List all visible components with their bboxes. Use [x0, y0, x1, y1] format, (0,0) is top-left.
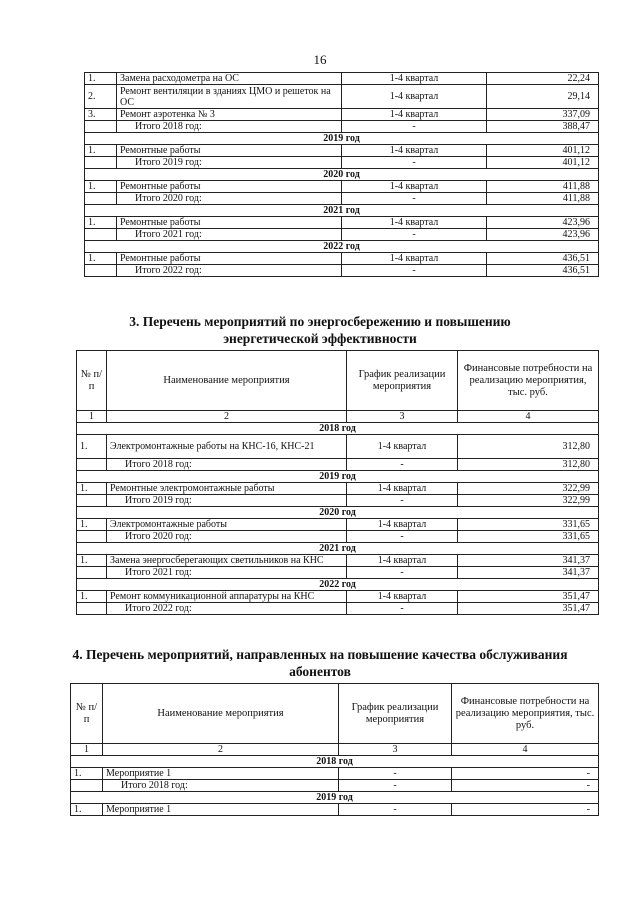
- year-heading: 2018 год: [71, 756, 599, 768]
- activity-name: Итого 2021 год:: [117, 229, 342, 241]
- total-row: [77, 567, 599, 579]
- row-number: 1.: [77, 519, 107, 531]
- col-number: 3: [347, 411, 458, 423]
- table-header-row: [71, 684, 599, 744]
- year-heading: 2021 год: [85, 205, 599, 217]
- activity-name: Замена расходометра на ОС: [117, 73, 342, 85]
- col-number: 1: [71, 744, 103, 756]
- schedule: -: [342, 193, 487, 205]
- amount: 436,51: [487, 253, 599, 265]
- col-header-schedule: График реализации мероприятия: [347, 351, 458, 411]
- total-row: [85, 121, 599, 133]
- activity-name: Замена энергосберегающих светильников на КНС: [107, 555, 347, 567]
- schedule: 1-4 квартал: [342, 253, 487, 265]
- row-number: [77, 495, 107, 507]
- col-number: 1: [77, 411, 107, 423]
- schedule: 1-4 квартал: [342, 109, 487, 121]
- activity-name: Итого 2020 год:: [117, 193, 342, 205]
- amount: 341,37: [458, 555, 599, 567]
- repair-works-table: [84, 72, 599, 277]
- year-heading: 2019 год: [77, 471, 599, 483]
- col-header-name: Наименование мероприятия: [103, 684, 339, 744]
- amount: 423,96: [487, 229, 599, 241]
- col-number: 2: [107, 411, 347, 423]
- table-row: [85, 217, 599, 229]
- year-row: [71, 792, 599, 804]
- schedule: -: [342, 265, 487, 277]
- row-number: [85, 229, 117, 241]
- amount: 341,37: [458, 567, 599, 579]
- schedule: -: [339, 768, 452, 780]
- table-row: [85, 253, 599, 265]
- schedule: 1-4 квартал: [342, 73, 487, 85]
- schedule: 1-4 квартал: [347, 591, 458, 603]
- schedule: -: [342, 157, 487, 169]
- total-row: [85, 193, 599, 205]
- col-header-number: № п/п: [77, 351, 107, 411]
- amount: 331,65: [458, 531, 599, 543]
- page-number: 16: [313, 52, 327, 67]
- col-header-name: Наименование мероприятия: [107, 351, 347, 411]
- table-row: [77, 519, 599, 531]
- activity-name: Ремонтные электромонтажные работы: [107, 483, 347, 495]
- schedule: 1-4 квартал: [342, 145, 487, 157]
- row-number: [71, 780, 103, 792]
- activity-name: Итого 2019 год:: [117, 157, 342, 169]
- schedule: 1-4 квартал: [347, 519, 458, 531]
- row-number: 1.: [85, 145, 117, 157]
- activity-name: Ремонт вентиляции в зданиях ЦМО и решеток на ОС: [117, 85, 342, 109]
- year-row: [77, 423, 599, 435]
- col-header-amount: Финансовые потребности на реализацию мероприятия, тыс. руб.: [458, 351, 599, 411]
- activity-name: Итого 2018 год:: [107, 459, 347, 471]
- amount: 322,99: [458, 483, 599, 495]
- schedule: -: [342, 229, 487, 241]
- table-row: [85, 145, 599, 157]
- row-number: 1.: [77, 435, 107, 459]
- row-number: [77, 459, 107, 471]
- activity-name: Мероприятие 1: [103, 804, 339, 816]
- amount: 436,51: [487, 265, 599, 277]
- amount: 337,09: [487, 109, 599, 121]
- schedule: 1-4 квартал: [342, 85, 487, 109]
- table-row: [85, 109, 599, 121]
- amount: 423,96: [487, 217, 599, 229]
- row-number: 1.: [77, 555, 107, 567]
- col-number: 2: [103, 744, 339, 756]
- year-row: [85, 133, 599, 145]
- service-quality-table: [70, 683, 599, 816]
- row-number: [85, 265, 117, 277]
- total-row: [85, 229, 599, 241]
- table-row: [85, 73, 599, 85]
- row-number: [85, 157, 117, 169]
- year-row: [85, 241, 599, 253]
- table-row: [77, 591, 599, 603]
- row-number: 1.: [77, 591, 107, 603]
- row-number: 1.: [85, 253, 117, 265]
- schedule: 1-4 квартал: [342, 217, 487, 229]
- schedule: -: [339, 804, 452, 816]
- year-heading: 2022 год: [77, 579, 599, 591]
- amount: 351,47: [458, 591, 599, 603]
- row-number: [85, 121, 117, 133]
- schedule: -: [347, 567, 458, 579]
- table-row: [85, 85, 599, 109]
- year-row: [85, 205, 599, 217]
- total-row: [77, 603, 599, 615]
- activity-name: Ремонтные работы: [117, 217, 342, 229]
- amount: -: [452, 768, 599, 780]
- total-row: [85, 157, 599, 169]
- activity-name: Итого 2018 год:: [117, 121, 342, 133]
- activity-name: Ремонт аэротенка № 3: [117, 109, 342, 121]
- table-row: [71, 768, 599, 780]
- activity-name: Итого 2019 год:: [107, 495, 347, 507]
- amount: 411,88: [487, 181, 599, 193]
- year-heading: 2018 год: [77, 423, 599, 435]
- col-number: 3: [339, 744, 452, 756]
- schedule: 1-4 квартал: [347, 555, 458, 567]
- row-number: [77, 567, 107, 579]
- section-4-title: 4. Перечень мероприятий, направленных на повышение качества обслуживания абонентов: [72, 647, 568, 679]
- energy-saving-table: [76, 350, 599, 615]
- col-header-schedule: График реализации мероприятия: [339, 684, 452, 744]
- activity-name: Итого 2022 год:: [117, 265, 342, 277]
- column-numbers-row: [77, 411, 599, 423]
- row-number: 1.: [85, 181, 117, 193]
- row-number: 1.: [71, 804, 103, 816]
- total-row: [85, 265, 599, 277]
- column-numbers-row: [71, 744, 599, 756]
- amount: 388,47: [487, 121, 599, 133]
- year-heading: 2020 год: [77, 507, 599, 519]
- amount: 312,80: [458, 435, 599, 459]
- table-row: [71, 804, 599, 816]
- col-header-number: № п/п: [71, 684, 103, 744]
- schedule: -: [342, 121, 487, 133]
- activity-name: Электромонтажные работы на КНС-16, КНС-21: [107, 435, 347, 459]
- schedule: -: [347, 603, 458, 615]
- activity-name: Итого 2020 год:: [107, 531, 347, 543]
- amount: 312,80: [458, 459, 599, 471]
- amount: 351,47: [458, 603, 599, 615]
- schedule: 1-4 квартал: [342, 181, 487, 193]
- activity-name: Ремонт коммуникационной аппаратуры на КНС: [107, 591, 347, 603]
- activity-name: Мероприятие 1: [103, 768, 339, 780]
- activity-name: Ремонтные работы: [117, 253, 342, 265]
- table-row: [77, 555, 599, 567]
- total-row: [77, 495, 599, 507]
- row-number: 1.: [77, 483, 107, 495]
- year-row: [77, 507, 599, 519]
- year-heading: 2022 год: [85, 241, 599, 253]
- amount: -: [452, 780, 599, 792]
- row-number: [85, 193, 117, 205]
- schedule: 1-4 квартал: [347, 483, 458, 495]
- year-heading: 2021 год: [77, 543, 599, 555]
- year-row: [77, 471, 599, 483]
- total-row: [71, 780, 599, 792]
- activity-name: Итого 2021 год:: [107, 567, 347, 579]
- amount: 401,12: [487, 157, 599, 169]
- row-number: 3.: [85, 109, 117, 121]
- row-number: 1.: [85, 217, 117, 229]
- amount: -: [452, 804, 599, 816]
- row-number: [77, 531, 107, 543]
- activity-name: Электромонтажные работы: [107, 519, 347, 531]
- schedule: -: [347, 495, 458, 507]
- activity-name: Итого 2022 год:: [107, 603, 347, 615]
- activity-name: Ремонтные работы: [117, 145, 342, 157]
- row-number: 1.: [71, 768, 103, 780]
- schedule: -: [347, 459, 458, 471]
- amount: 331,65: [458, 519, 599, 531]
- schedule: -: [347, 531, 458, 543]
- year-row: [77, 543, 599, 555]
- year-row: [77, 579, 599, 591]
- activity-name: Ремонтные работы: [117, 181, 342, 193]
- row-number: 1.: [85, 73, 117, 85]
- table-row: [77, 435, 599, 459]
- amount: 322,99: [458, 495, 599, 507]
- amount: 401,12: [487, 145, 599, 157]
- year-heading: 2019 год: [85, 133, 599, 145]
- col-number: 4: [458, 411, 599, 423]
- table-row: [85, 181, 599, 193]
- table-row: [77, 483, 599, 495]
- year-row: [85, 169, 599, 181]
- year-heading: 2019 год: [71, 792, 599, 804]
- total-row: [77, 531, 599, 543]
- schedule: 1-4 квартал: [347, 435, 458, 459]
- schedule: -: [339, 780, 452, 792]
- table-header-row: [77, 351, 599, 411]
- total-row: [77, 459, 599, 471]
- section-3-title: 3. Перечень мероприятий по энергосбережению и повышению энергетической эффективности: [129, 314, 511, 346]
- activity-name: Итого 2018 год:: [103, 780, 339, 792]
- year-heading: 2020 год: [85, 169, 599, 181]
- amount: 29,14: [487, 85, 599, 109]
- col-number: 4: [452, 744, 599, 756]
- row-number: [77, 603, 107, 615]
- year-row: [71, 756, 599, 768]
- row-number: 2.: [85, 85, 117, 109]
- amount: 22,24: [487, 73, 599, 85]
- amount: 411,88: [487, 193, 599, 205]
- col-header-amount: Финансовые потребности на реализацию мероприятия, тыс. руб.: [452, 684, 599, 744]
